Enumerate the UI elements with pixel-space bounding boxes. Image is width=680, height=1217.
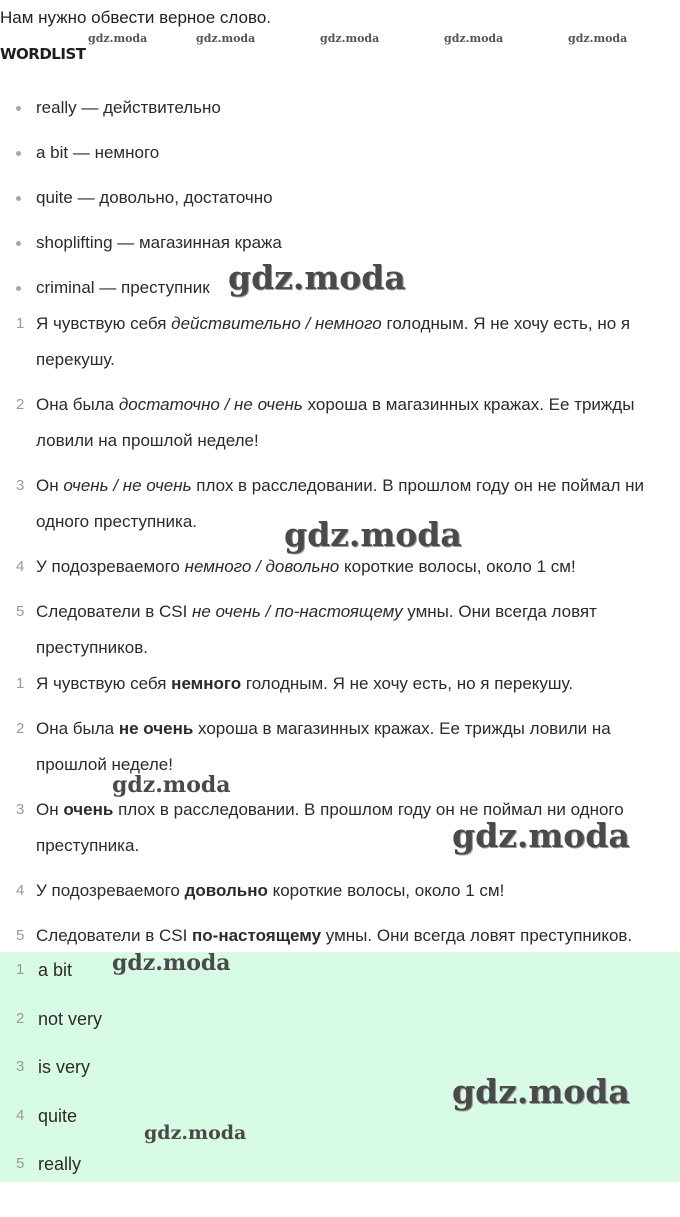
wordlist bbox=[0, 90, 680, 315]
watermark: gdz.moda bbox=[444, 32, 504, 45]
watermark: gdz.moda bbox=[196, 32, 256, 45]
chosen-word: немного bbox=[171, 674, 242, 693]
item-number: 3 bbox=[16, 801, 25, 818]
watermark: gdz.moda bbox=[284, 515, 462, 554]
answer-en-item bbox=[0, 1001, 680, 1050]
answer-en-item bbox=[0, 1049, 680, 1098]
watermark: gdz.moda bbox=[228, 258, 406, 297]
answer-item: 3 Он очень плох в расследовании. В прошлом году он не поймал ни одного преступника. bbox=[0, 792, 680, 864]
wordlist-item: a bit — немного bbox=[0, 135, 680, 180]
item-number: 2 bbox=[16, 396, 25, 413]
task-list bbox=[0, 306, 680, 675]
answer-en-text: quite bbox=[38, 1105, 78, 1126]
watermark: gdz.moda bbox=[320, 32, 380, 45]
chosen-word: по-настоящему bbox=[192, 926, 322, 945]
item-number: 5 bbox=[16, 603, 25, 620]
watermark: gdz.moda bbox=[112, 950, 231, 976]
answer-item: 4 У подозреваемого довольно короткие волосы, около 1 см! bbox=[0, 873, 680, 909]
answer-en-text: not very bbox=[38, 1008, 103, 1029]
answer-en-text: a bit bbox=[38, 960, 73, 980]
watermark: gdz.moda bbox=[88, 32, 148, 45]
item-number: 5 bbox=[16, 927, 25, 944]
chosen-word: довольно bbox=[184, 881, 268, 900]
wordlist-item: criminal — преступник bbox=[0, 270, 680, 315]
item-number: 1 bbox=[16, 675, 25, 692]
watermark: gdz.moda bbox=[112, 772, 231, 798]
item-number: 4 bbox=[16, 1106, 25, 1124]
task-item: 5 Следователи в CSI не очень / по-настоящему умны. Они всегда ловят преступников. bbox=[0, 594, 680, 666]
answer-en-item bbox=[0, 1098, 680, 1147]
answer-en-item bbox=[0, 1146, 680, 1195]
item-number: 1 bbox=[16, 961, 25, 978]
item-number: 1 bbox=[16, 315, 25, 332]
choice-options: очень / не очень bbox=[63, 476, 192, 495]
task-item: 1 Я чувствую себя действительно / немного голодным. Я не хочу есть, но я перекушу. bbox=[0, 306, 680, 378]
wordlist-heading: WORDLIST bbox=[0, 45, 86, 63]
answer-list-ru bbox=[0, 666, 680, 963]
bullet-icon bbox=[16, 196, 21, 201]
watermark: gdz.moda bbox=[144, 1122, 247, 1144]
wordlist-item: shoplifting — магазинная кража bbox=[0, 225, 680, 270]
watermark: gdz.moda bbox=[452, 1072, 630, 1111]
item-number: 3 bbox=[16, 1058, 25, 1075]
bullet-icon bbox=[16, 106, 21, 111]
task-item: 3 Он очень / не очень плох в расследовании. В прошлом году он не поймал ни одного преступника. bbox=[0, 468, 680, 540]
wordlist-item: quite — довольно, достаточно bbox=[0, 180, 680, 225]
watermark: gdz.moda bbox=[452, 816, 630, 855]
answer-en-text: is very bbox=[38, 1057, 91, 1077]
task-item: 4 У подозреваемого немного / довольно короткие волосы, около 1 см! bbox=[0, 549, 680, 585]
item-number: 2 bbox=[16, 720, 25, 737]
watermark: gdz.moda bbox=[568, 32, 628, 45]
bullet-icon bbox=[16, 241, 21, 246]
wordlist-item: really — действительно bbox=[0, 90, 680, 135]
chosen-word: очень bbox=[63, 800, 114, 819]
answer-item: 1 Я чувствую себя немного голодным. Я не хочу есть, но я перекушу. bbox=[0, 666, 680, 702]
choice-options: немного / довольно bbox=[184, 557, 340, 576]
intro-text: Нам нужно обвести верное слово. bbox=[0, 8, 272, 27]
item-number: 4 bbox=[16, 558, 25, 575]
item-number: 3 bbox=[16, 477, 25, 494]
choice-options: достаточно / не очень bbox=[118, 395, 303, 414]
answer-item: 2 Она была не очень хороша в магазинных кражах. Ее трижды ловили на прошлой неделе! bbox=[0, 711, 680, 783]
item-number: 5 bbox=[16, 1155, 25, 1172]
choice-options: не очень / по-настоящему bbox=[192, 602, 403, 621]
chosen-word: не очень bbox=[118, 719, 194, 738]
answer-item: 5 Следователи в CSI по-настоящему умны. Они всегда ловят преступников. bbox=[0, 918, 680, 954]
answer-list-en bbox=[0, 952, 680, 1195]
choice-options: действительно / немного bbox=[171, 314, 382, 333]
bullet-icon bbox=[16, 286, 21, 291]
answer-en-text: really bbox=[38, 1154, 82, 1174]
item-number: 2 bbox=[16, 1009, 25, 1027]
bullet-icon bbox=[16, 151, 21, 156]
answer-en-item bbox=[0, 952, 680, 1001]
item-number: 4 bbox=[16, 882, 25, 899]
task-item: 2 Она была достаточно / не очень хороша в магазинных кражах. Ее трижды ловили на прошлой неделе! bbox=[0, 387, 680, 459]
